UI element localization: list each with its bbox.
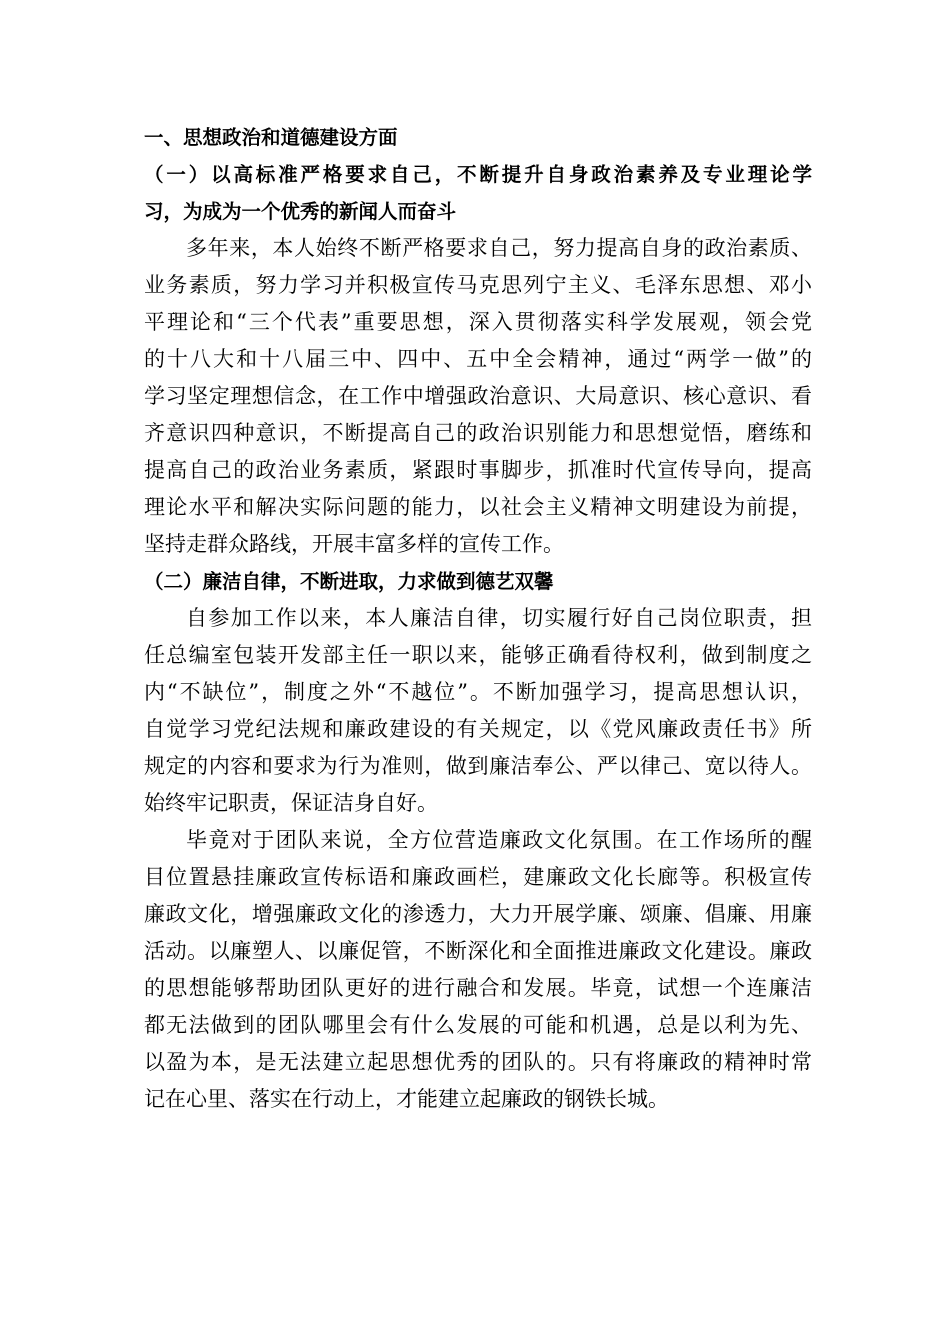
- paragraph-3-line: 记在心里、落实在行动上，才能建立起廉政的钢铁长城。: [144, 1087, 669, 1111]
- paragraph-3: [144, 822, 812, 1118]
- paragraph-2-line: 自觉学习党纪法规和廉政建设的有关规定，以《党风廉政责任书》所: [144, 717, 812, 741]
- paragraph-2-line: 内“不缺位”，制度之外“不越位”。不断加强学习，提高思想认识，: [144, 680, 812, 704]
- paragraph-2: [144, 600, 812, 822]
- paragraph-3-line: 廉政文化，增强廉政文化的渗透力，大力开展学廉、颂廉、倡廉、用廉: [144, 902, 812, 926]
- paragraph-1-line: 多年来，本人始终不断严格要求自己，努力提高自身的政治素质、: [186, 236, 812, 260]
- paragraph-3-line: 毕竟对于团队来说，全方位营造廉政文化氛围。在工作场所的醒: [186, 828, 812, 852]
- paragraph-3-line: 目位置悬挂廉政宣传标语和廉政画栏，建廉政文化长廊等。积极宣传: [144, 865, 812, 889]
- sub-1-heading-line-1: （一）以高标准严格要求自己，不断提升自身政治素养及专业理论学: [144, 163, 812, 186]
- document-page: [144, 119, 812, 1118]
- paragraph-3-line: 以盈为本，是无法建立起思想优秀的团队的。只有将廉政的精神时常: [144, 1050, 812, 1074]
- section-1-heading: 一、思想政治和道德建设方面: [144, 126, 398, 149]
- paragraph-1-line: 提高自己的政治业务素质，紧跟时事脚步，抓准时代宣传导向，提高: [144, 458, 812, 482]
- paragraph-1-line: 学习坚定理想信念，在工作中增强政治意识、大局意识、核心意识、看: [144, 384, 812, 408]
- paragraph-3-line: 的思想能够帮助团队更好的进行融合和发展。毕竟，试想一个连廉洁: [144, 976, 812, 1000]
- paragraph-2-line: 自参加工作以来，本人廉洁自律，切实履行好自己岗位职责，担: [186, 606, 812, 630]
- sub-2-heading: （二）廉洁自律，不断进取，力求做到德艺双馨: [144, 570, 554, 593]
- paragraph-2-line: 任总编室包装开发部主任一职以来，能够正确看待权利，做到制度之: [144, 643, 812, 667]
- paragraph-1-line: 平理论和“三个代表”重要思想，深入贯彻落实科学发展观，领会党: [144, 310, 812, 334]
- sub-1-heading: [144, 156, 812, 230]
- paragraph-1: [144, 230, 812, 563]
- sub-1-heading-line-2: 习，为成为一个优秀的新闻人而奋斗: [144, 200, 457, 223]
- paragraph-3-line: 都无法做到的团队哪里会有什么发展的可能和机遇，总是以利为先、: [144, 1013, 812, 1037]
- paragraph-1-line: 齐意识四种意识，不断提高自己的政治识别能力和思想觉悟，磨练和: [144, 421, 812, 445]
- paragraph-2-line: 规定的内容和要求为行为准则，做到廉洁奉公、严以律己、宽以待人。: [144, 754, 812, 778]
- paragraph-1-line: 理论水平和解决实际问题的能力，以社会主义精神文明建设为前提，: [144, 495, 812, 519]
- paragraph-1-line: 业务素质，努力学习并积极宣传马克思列宁主义、毛泽东思想、邓小: [144, 273, 812, 297]
- paragraph-1-line: 的十八大和十八届三中、四中、五中全会精神，通过“两学一做”的: [144, 347, 812, 371]
- paragraph-2-line: 始终牢记职责，保证洁身自好。: [144, 791, 438, 815]
- paragraph-3-line: 活动。以廉塑人、以廉促管，不断深化和全面推进廉政文化建设。廉政: [144, 939, 812, 963]
- paragraph-1-line: 坚持走群众路线，开展丰富多样的宣传工作。: [144, 532, 564, 556]
